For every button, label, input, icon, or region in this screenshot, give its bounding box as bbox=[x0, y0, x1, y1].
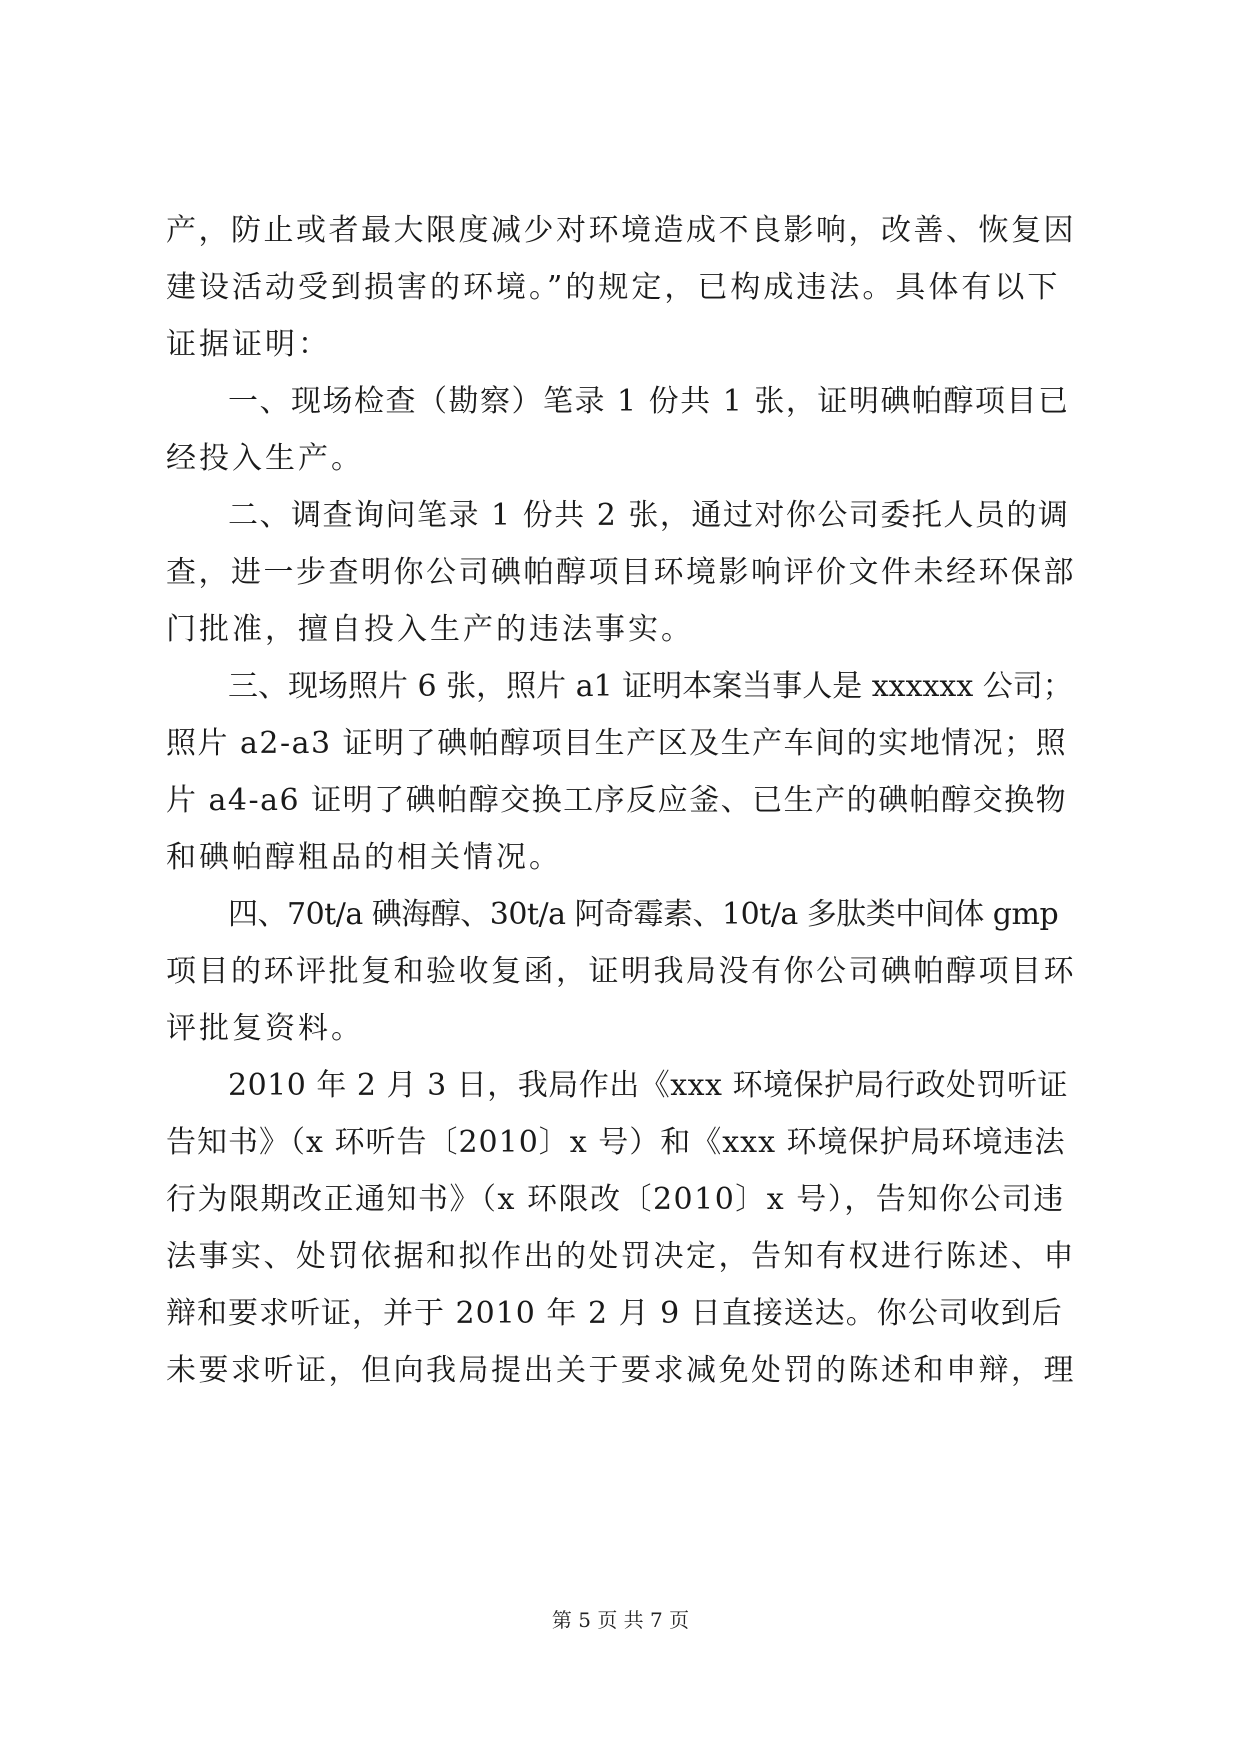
text-line: 证据证明： bbox=[166, 327, 331, 362]
paragraph-first-line: 二、调查询问笔录 1 份共 2 张，通过对你公司委托人员的调 bbox=[228, 498, 1070, 533]
text-line: 经投入生产。 bbox=[166, 441, 364, 476]
text-line: 产，防止或者最大限度减少对环境造成不良影响，改善、恢复因 bbox=[166, 213, 1076, 248]
text-line: 片 a4-a6 证明了碘帕醇交换工序反应釜、已生产的碘帕醇交换物 bbox=[166, 783, 1068, 818]
text-line: 门批准，擅自投入生产的违法事实。 bbox=[166, 612, 694, 647]
text-line: 和碘帕醇粗品的相关情况。 bbox=[166, 840, 562, 875]
paragraph-first-line: 三、现场照片 6 张，照片 a1 证明本案当事人是 xxxxxx 公司； bbox=[228, 669, 1073, 704]
text-line: 行为限期改正通知书》（x 环限改〔2010〕x 号），告知你公司违 bbox=[166, 1182, 1065, 1217]
paragraph-first-line: 一、现场检查（勘察）笔录 1 份共 1 张，证明碘帕醇项目已 bbox=[228, 384, 1070, 419]
paragraph-first-line: 四、70t/a 碘海醇、30t/a 阿奇霉素、10t/a 多肽类中间体 gmp bbox=[228, 897, 1059, 932]
text-line: 查，进一步查明你公司碘帕醇项目环境影响评价文件未经环保部 bbox=[166, 555, 1076, 590]
text-line: 照片 a2-a3 证明了碘帕醇项目生产区及生产车间的实地情况；照 bbox=[166, 726, 1068, 761]
text-line: 项目的环评批复和验收复函，证明我局没有你公司碘帕醇项目环 bbox=[166, 954, 1076, 989]
text-line: 评批复资料。 bbox=[166, 1011, 364, 1046]
text-line: 建设活动受到损害的环境。”的规定，已构成违法。具体有以下 bbox=[166, 270, 1061, 305]
page-footer: 第 5 页 共 7 页 bbox=[551, 1608, 690, 1632]
text-line: 未要求听证，但向我局提出关于要求减免处罚的陈述和申辩，理 bbox=[166, 1353, 1076, 1388]
text-line: 法事实、处罚依据和拟作出的处罚决定，告知有权进行陈述、申 bbox=[166, 1239, 1076, 1274]
text-line: 告知书》（x 环听告〔2010〕x 号）和《xxx 环境保护局环境违法 bbox=[166, 1125, 1066, 1160]
paragraph-first-line: 2010 年 2 月 3 日，我局作出《xxx 环境保护局行政处罚听证 bbox=[228, 1068, 1068, 1103]
text-line: 辩和要求听证，并于 2010 年 2 月 9 日直接送达。你公司收到后 bbox=[166, 1296, 1063, 1331]
